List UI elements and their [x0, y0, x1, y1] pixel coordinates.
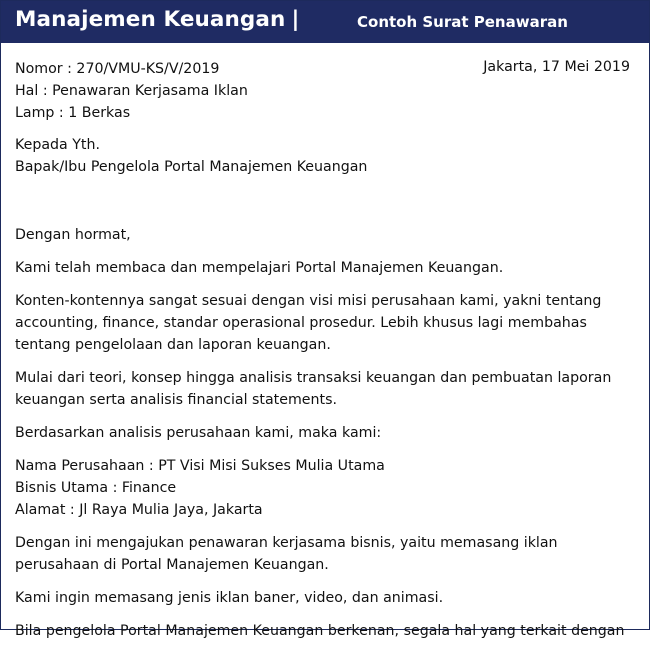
paragraph-3: [15, 367, 641, 411]
company-address: Alamat : Jl Raya Mulia Jaya, Jakarta: [15, 502, 263, 518]
paragraph-6: Kami ingin memasang jenis iklan baner, video, dan animasi.: [15, 590, 444, 606]
recipient-name: Bapak/Ibu Pengelola Portal Manajemen Keuangan: [15, 159, 368, 175]
paragraph-1: Kami telah membaca dan mempelajari Portal Manajemen Keuangan.: [15, 260, 504, 276]
paragraph-5: [15, 532, 641, 576]
paragraph-3-line-2: keuangan serta analisis financial statements.: [15, 392, 337, 408]
letter-date: Jakarta, 17 Mei 2019: [483, 59, 630, 75]
letter-recipient: [15, 134, 367, 178]
company-name: Nama Perusahaan : PT Visi Misi Sukses Mulia Utama: [15, 458, 385, 474]
brand-title: [15, 7, 299, 32]
letter-subject: Hal : Penawaran Kerjasama Iklan: [15, 83, 248, 99]
paragraph-7: Bila pengelola Portal Manajemen Keuangan berkenan, segala hal yang terkait dengan: [15, 623, 625, 639]
page-subtitle: Contoh Surat Penawaran: [357, 13, 568, 31]
letter-body: [15, 224, 641, 653]
paragraph-5-line-1: Dengan ini mengajukan penawaran kerjasama bisnis, yaitu memasang iklan: [15, 535, 558, 551]
header-bar: [1, 1, 649, 43]
recipient-salutation: Kepada Yth.: [15, 137, 100, 153]
paragraph-2-line-3: tentang pengelolaan dan laporan keuangan.: [15, 337, 331, 353]
brand-separator: |: [291, 7, 300, 32]
paragraph-2-line-2: accounting, finance, standar operasional prosedur. Lebih khusus lagi membahas: [15, 315, 587, 331]
paragraph-2-line-1: Konten-kontennya sangat sesuai dengan visi misi perusahaan kami, yakni tentang: [15, 293, 602, 309]
paragraph-5-line-2: perusahaan di Portal Manajemen Keuangan.: [15, 557, 329, 573]
company-business: Bisnis Utama : Finance: [15, 480, 177, 496]
company-details: [15, 455, 641, 521]
paragraph-2: [15, 290, 641, 356]
letter-reference: [15, 58, 248, 124]
paragraph-3-line-1: Mulai dari teori, konsep hingga analisis transaksi keuangan dan pembuatan laporan: [15, 370, 612, 386]
letter-attachment: Lamp : 1 Berkas: [15, 105, 131, 121]
brand-name: Manajemen Keuangan: [15, 7, 286, 32]
letter-number: Nomor : 270/VMU-KS/V/2019: [15, 61, 220, 77]
greeting: Dengan hormat,: [15, 227, 131, 243]
paragraph-4: Berdasarkan analisis perusahaan kami, maka kami:: [15, 425, 382, 441]
